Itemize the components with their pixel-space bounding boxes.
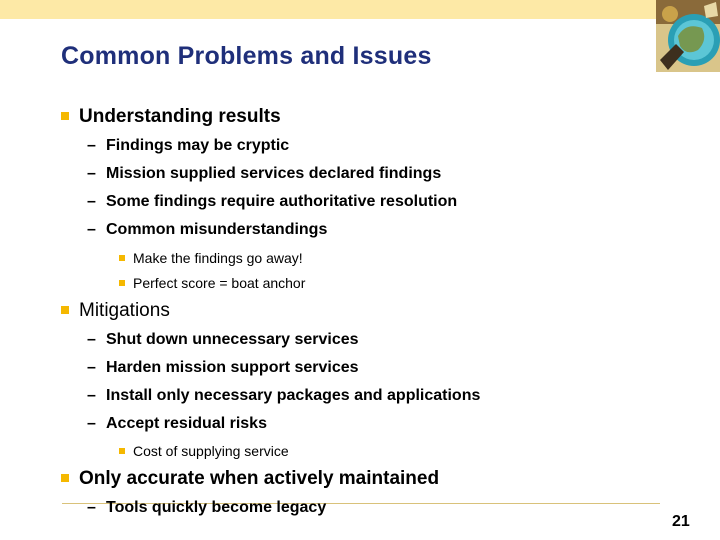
dash-icon: – <box>87 331 96 348</box>
sub-bullet-shut-down-services <box>87 331 359 349</box>
subsub-bullet-boat-anchor <box>133 275 305 291</box>
bullet-label: Only accurate when actively maintained <box>79 468 440 489</box>
bullet-label: Understanding results <box>79 106 281 127</box>
sub-bullet-label: Common misunderstandings <box>106 221 328 238</box>
square-bullet-icon <box>61 112 69 120</box>
sub-bullet-common-misunderstandings <box>87 221 328 239</box>
sub-bullet-authoritative-resolution <box>87 193 458 211</box>
dash-icon: – <box>87 387 96 404</box>
sub-bullet-label: Accept residual risks <box>106 415 267 432</box>
sub-bullet-findings-cryptic <box>87 137 290 155</box>
dash-icon: – <box>87 221 96 238</box>
sub-bullet-label: Some findings require authoritative resolution <box>106 193 458 210</box>
subsub-bullet-findings-go-away <box>133 250 303 266</box>
bullet-understanding-results <box>79 106 281 128</box>
sub-bullet-label: Findings may be cryptic <box>106 137 290 154</box>
slide-title: Common Problems and Issues <box>61 42 432 70</box>
sub-bullet-install-necessary <box>87 387 481 405</box>
bullet-mitigations <box>79 300 170 322</box>
sub-bullet-label: Harden mission support services <box>106 359 359 376</box>
sub-bullet-label: Install only necessary packages and applications <box>106 387 481 404</box>
dash-icon: – <box>87 415 96 432</box>
sub-bullet-tools-legacy <box>87 499 327 517</box>
dash-icon: – <box>87 165 96 182</box>
square-bullet-icon <box>119 448 125 454</box>
square-bullet-icon <box>61 474 69 482</box>
square-bullet-icon <box>119 255 125 261</box>
subsub-bullet-label: Perfect score = boat anchor <box>133 275 306 291</box>
sub-bullet-label: Shut down unnecessary services <box>106 331 359 348</box>
square-bullet-icon <box>119 280 125 286</box>
dash-icon: – <box>87 193 96 210</box>
sub-bullet-mission-services <box>87 165 442 183</box>
sub-bullet-label: Mission supplied services declared findings <box>106 165 442 182</box>
sub-bullet-harden-services <box>87 359 359 377</box>
bullet-label: Mitigations <box>79 300 170 321</box>
top-accent-bar <box>0 0 658 19</box>
page-number: 21 <box>672 513 690 530</box>
subsub-bullet-cost-of-service <box>133 443 289 459</box>
subsub-bullet-label: Make the findings go away! <box>133 250 303 266</box>
dash-icon: – <box>87 359 96 376</box>
subsub-bullet-label: Cost of supplying service <box>133 443 289 459</box>
bullet-actively-maintained <box>79 468 439 490</box>
dash-icon: – <box>87 137 96 154</box>
dash-icon: – <box>87 499 96 516</box>
square-bullet-icon <box>61 306 69 314</box>
globe-collage-icon <box>656 0 720 72</box>
sub-bullet-label: Tools quickly become legacy <box>106 499 327 516</box>
sub-bullet-accept-risks <box>87 415 267 433</box>
